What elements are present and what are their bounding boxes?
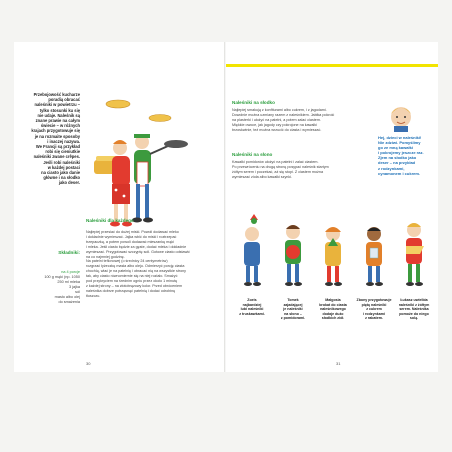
recipe-title: Naleśniki dla każdego [86, 218, 134, 223]
left-page [14, 42, 226, 372]
intro-text: Przebojowość kucharze poradią obracać naleśniki w powietrzu – tylko stosunki ku się nie udaje. Naleśnik są znane prawie na całym świecie – w różnych krajach przygotowuje się je na rozmaite sposoby i inaczej nazywa. We Francji są przykład robi się cieniutkie naleśniki zwane crêpes. Jeśli robi naleśniki w każdej postaci na ciasto jako danie główne i na słodko jako deser. [31, 92, 80, 186]
page-number-right: 31 [336, 361, 341, 366]
kid-malgosia [325, 227, 342, 286]
yellow-top-bar [226, 64, 438, 67]
sweet-pancakes-title: Naleśniki na słodko [232, 100, 275, 105]
kid-caption-2: Tomek zajadającej je naleśniki na słono – z pomidorami. [280, 298, 306, 321]
kid-lukasz [406, 223, 424, 286]
savory-pancakes-title: Naleśniki na słono [232, 152, 273, 157]
recipe-text: Najlepiej przesiać do dużej miski. Powoli dodawać mleko i dokładnie wymieszać. Jajka wbić do miski i roztrzepać trzepaczką, a potem powoli dodawać mieszankę mąki i mleka. Jeśli ciasto będzie za gęste, dodać mleka i dokładnie wymieszać. Przygotować szczyptę soli. Gotowe ciasto odstawić na co najmniej godzinę. Na patelni teflonowej (o średnicy 24 centymetrów) rozgrzać łyżeczkę masła albo oleju. Odmierzyć porcję ciasta chochlą, wlać je na patelnię i obracać nią na wszystkie strony tak, aby ciasto równomiernie się na niej rozlało. Smażyć pod przykryciem na średnim ogniu przez około 1 minutę z każdej strony – na złotobrązowy kolor. Przed obróceniem naleśnika dobrze potrząsnąć patelnią i dodać odrobinę tłuszczu. [86, 230, 190, 298]
kid-caption-1: Zoeis najbardziej lubi naleśniki z truskawkami. [239, 298, 265, 316]
page-number-left: 30 [86, 361, 91, 366]
kid-zoe [244, 214, 261, 286]
kid-tomek [285, 225, 302, 286]
kid-zbony [366, 227, 383, 286]
kid-caption-4: Zbony przygotowuje piętę naleśniki z cukrem i rodzynkami z rabatem. [356, 298, 392, 321]
ingredients-items: 100 g mąki (np. 1050 250 ml mleka 3 jajka sól masło albo olej do smażenia [44, 275, 80, 304]
ingredients-portion: na 4 porcje [61, 270, 80, 274]
savory-pancakes-text: Kawałki pomidorów ułożyć na patelni i zalać ciastem. Po przewróceniu na drugą stronę posypać naleśnik startym żółtym serem i poczekać, aż się stopi. Z ciastem można wymieszać zioła albo kawałki szynki. [232, 160, 329, 179]
sweet-pancakes-text: Najlepiej smakują z konfiturami albo cukrem, i z jagodami. Dowolnie można uzmiany razem z naleśnikiem. Jabłka pokroić na plasterki i ułożyć na patelni, a potem zalać ciastem. Miękkie owoce, jak jagody czy pokrojone na kawałki brzoskwinie, też można wrzucić do ciasta i wymieszać. [232, 108, 335, 132]
kid-caption-5: Łukasz uwielbia naleśniki z żółtym serem. Naleśnika pomoże do niego solą. [398, 298, 430, 321]
speech-bubble-text: Hej, dzieci w naleśniki! Nie zdziwi. Pomyślimy go ze mną kawałki i pokrojemy jeszcze raz. Zjem na słodko jako deser – na przykład z rodzynkami, cynamonem i cukrem. [378, 135, 424, 176]
kids-row-illustration [230, 212, 434, 294]
kid-caption-3: Małgosia brokat do ciasta naleśnikowego dodaje dużo słodkich ziół. [319, 298, 347, 321]
narrator-portrait [386, 100, 416, 132]
ingredients-title: Składniki: [58, 250, 80, 255]
right-page [226, 42, 438, 372]
ingredients-list [18, 270, 80, 305]
